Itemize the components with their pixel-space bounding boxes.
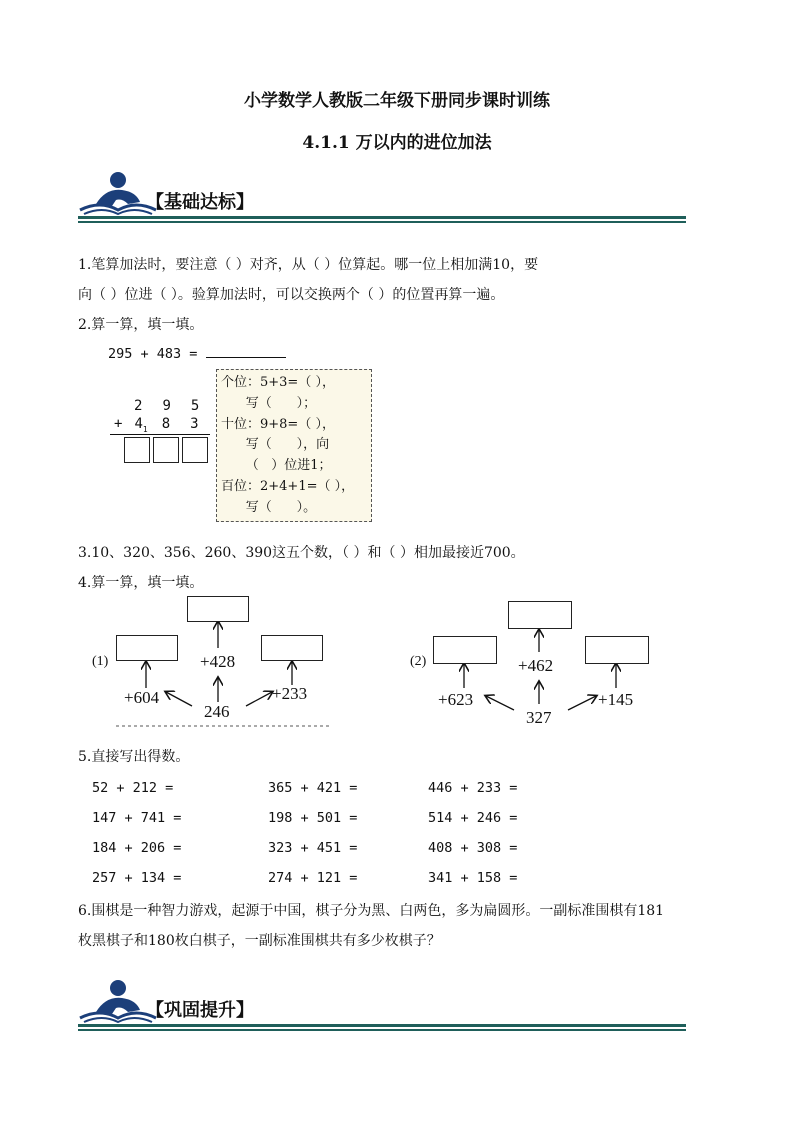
question-5-heading: 5.直接写出得数。 — [78, 749, 190, 765]
carry-digit: 1 — [142, 424, 148, 434]
mental-math-item: 341 + 158 = — [428, 870, 518, 886]
hint-line: 百位：2+4+1=（ ）， — [221, 478, 355, 494]
center-number: 327 — [526, 708, 552, 727]
digit: 2 — [134, 398, 143, 414]
answer-box[interactable] — [508, 601, 572, 629]
mental-math-item: 514 + 246 = — [428, 810, 518, 826]
operation-label: +233 — [272, 684, 308, 703]
hint-line: 写（ ）； — [221, 395, 317, 411]
plus-sign: + — [114, 416, 123, 432]
digit: 5 — [190, 398, 200, 414]
equation-text: 295 + 483 = — [108, 346, 206, 362]
center-number: 246 — [204, 702, 230, 721]
hint-line: （ ）位进1； — [221, 458, 332, 474]
digit: 3 — [190, 416, 199, 432]
answer-box[interactable] — [433, 636, 497, 664]
mental-math-item: 323 + 451 = — [268, 840, 358, 856]
question-1-line-1: 1.笔算加法时，要注意（ ）对齐，从（ ）位算起。哪一位上相加满10，要 — [78, 257, 539, 273]
section-header-advanced — [78, 978, 686, 1036]
page-title: 小学数学人教版二年级下册同步课时训练 — [244, 91, 550, 111]
operation-label: +145 — [598, 690, 634, 709]
answer-box[interactable] — [585, 636, 649, 664]
question-3: 3.10、320、356、260、390这五个数，（ ）和（ ）相加最接近700。 — [78, 545, 525, 561]
section-title: 【基础达标】 — [146, 192, 254, 213]
question-6-line-1: 6.围棋是一种智力游戏，起源于中国，棋子分为黑、白两色，多为扁圆形。一副标准围棋有181 — [78, 903, 665, 919]
question-2-heading: 2.算一算，填一填。 — [78, 317, 204, 333]
mental-math-item: 257 + 134 = — [92, 870, 182, 886]
section-title: 【巩固提升】 — [146, 1000, 254, 1021]
mental-math-item: 408 + 308 = — [428, 840, 518, 856]
question-4-heading: 4.算一算，填一填。 — [78, 575, 204, 591]
operation-label: +428 — [200, 652, 236, 671]
operation-label: +604 — [124, 688, 160, 707]
hint-line: 个位：5+3=（ ）， — [221, 375, 335, 390]
mental-math-item: 147 + 741 = — [92, 810, 182, 826]
question-1-line-2: 向（ ）位进（ ）。验算加法时，可以交换两个（ ）的位置再算一遍。 — [78, 287, 505, 303]
diagram-label: (1) — [92, 654, 109, 669]
digit: 9 — [162, 398, 171, 414]
digit: 8 — [161, 416, 171, 432]
answer-box[interactable] — [187, 596, 249, 622]
mental-math-item: 274 + 121 = — [268, 870, 358, 886]
hint-line: 写（ ），向 — [221, 437, 330, 453]
mental-math-item: 365 + 421 = — [268, 780, 358, 796]
hint-line: 写（ ）。 — [221, 499, 317, 515]
mental-math-item: 446 + 233 = — [428, 780, 518, 796]
question-6-line-2: 枚黑棋子和180枚白棋子，一副标准围棋共有多少枚棋子？ — [78, 933, 441, 949]
digit: 4 — [134, 416, 143, 432]
mental-math-item: 52 + 212 = — [92, 780, 174, 796]
answer-box[interactable] — [116, 635, 178, 661]
operation-label: +462 — [518, 656, 554, 675]
mental-math-item: 184 + 206 = — [92, 840, 182, 856]
mental-math-item: 198 + 501 = — [268, 810, 358, 826]
lesson-title: 4.1.1 万以内的进位加法 — [302, 133, 492, 153]
operation-label: +623 — [438, 690, 474, 709]
hint-line: 十位：9+8=（ ）， — [221, 416, 335, 432]
answer-box[interactable] — [261, 635, 323, 661]
diagram-label: (2) — [410, 654, 427, 669]
